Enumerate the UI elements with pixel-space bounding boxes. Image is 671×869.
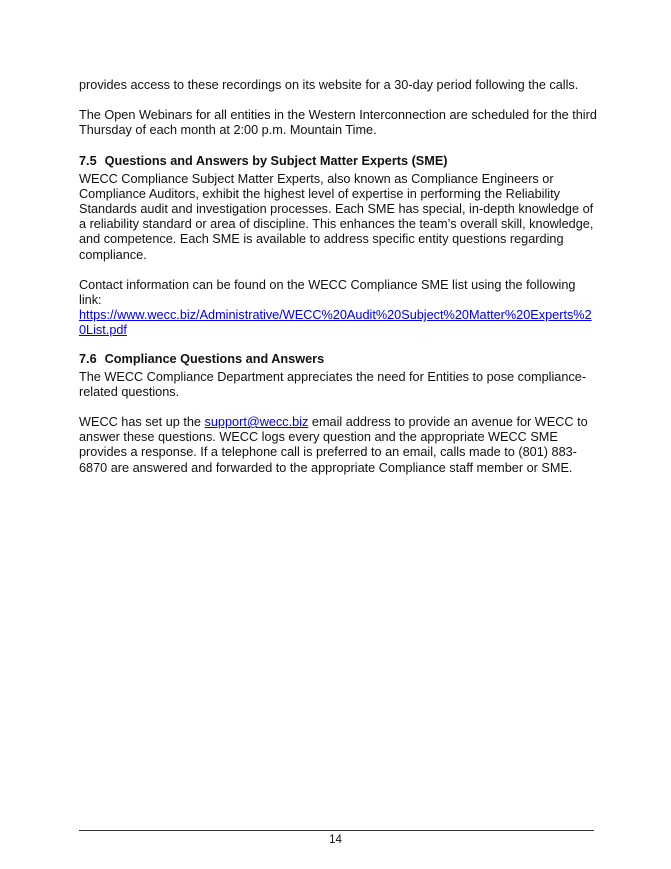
section-number: 7.6 — [79, 351, 97, 366]
section-heading-7-6 — [79, 352, 597, 367]
paragraph — [79, 415, 597, 476]
document-body — [79, 78, 597, 491]
section-number: 7.5 — [79, 153, 97, 168]
page-number: 14 — [329, 834, 342, 846]
section-title: Questions and Answers by Subject Matter Experts (SME) — [104, 153, 448, 168]
paragraph: The Open Webinars for all entities in the Western Interconnection are scheduled for the third Thursday of each month at 2:00 p.m. Mountain Time. — [79, 108, 597, 138]
paragraph-text: Contact information can be found on the WECC Compliance SME list using the following link: — [79, 277, 576, 308]
paragraph-text: email address to provide an avenue for WECC to answer these questions. WECC logs every question and the appropriate WECC SME provides a response. If a telephone call is preferred to an email, calls made to (801) 883-6870 are answered and forwarded to the appropriate Compliance staff member or SME. — [79, 415, 588, 475]
support-email-link[interactable]: support@wecc.biz — [204, 415, 309, 430]
paragraph: WECC Compliance Subject Matter Experts, also known as Compliance Engineers or Compliance Auditors, exhibit the highest level of expertise in performing the Reliability Standards audit and investigation processes. Each SME has special, in-depth knowledge of a reliability standard or area of discipline. This enhances the team’s overall skill, knowledge, and competence. Each SME is available to address specific entity questions regarding compliance. — [79, 171, 594, 262]
sme-list-link[interactable]: https://www.wecc.biz/Administrative/WECC%20Audit%20Subject%20Matter%20Experts%20List.pdf — [79, 308, 592, 338]
section-heading-7-5 — [79, 154, 597, 169]
paragraph: provides access to these recordings on its website for a 30-day period following the calls. — [79, 78, 579, 92]
section-title: Compliance Questions and Answers — [104, 351, 325, 366]
paragraph-text: WECC has set up the — [79, 415, 205, 430]
paragraph — [79, 278, 597, 339]
footer-divider — [79, 830, 594, 831]
paragraph: The WECC Compliance Department appreciates the need for Entities to pose compliance-related questions. — [79, 369, 587, 399]
